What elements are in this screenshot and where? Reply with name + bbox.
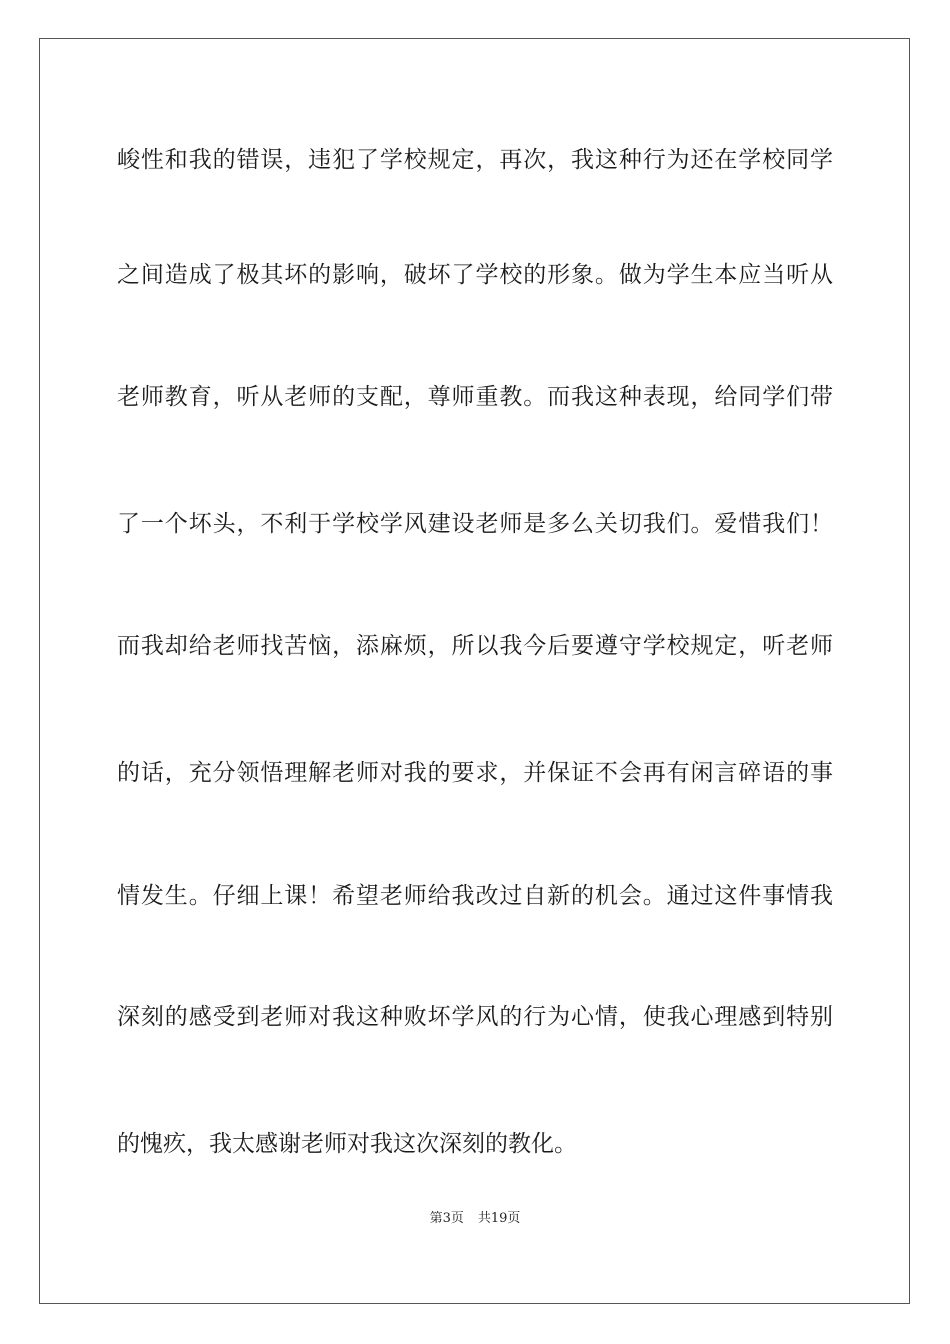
page-total: 共19页 xyxy=(477,1211,521,1226)
text-line: 之间造成了极其坏的影响，破坏了学校的形象。做为学生本应当听从 xyxy=(117,262,833,288)
text-line: 峻性和我的错误，违犯了学校规定，再次，我这种行为还在学校同学 xyxy=(117,147,833,173)
text-line: 的话，充分领悟理解老师对我的要求，并保证不会再有闲言碎语的事 xyxy=(117,760,833,786)
text-line: 情发生。仔细上课！希望老师给我改过自新的机会。通过这件事情我 xyxy=(117,883,833,909)
page-footer xyxy=(0,1210,950,1228)
text-line: 而我却给老师找苦恼，添麻烦，所以我今后要遵守学校规定，听老师 xyxy=(117,633,833,659)
text-line: 的愧疚，我太感谢老师对我这次深刻的教化。 xyxy=(117,1131,577,1157)
text-line: 深刻的感受到老师对我这种败坏学风的行为心情，使我心理感到特别 xyxy=(117,1004,833,1030)
text-line: 了一个坏头，不利于学校学风建设老师是多么关切我们。爱惜我们！ xyxy=(117,511,833,537)
text-line: 老师教育，听从老师的支配，尊师重教。而我这种表现，给同学们带 xyxy=(117,384,833,410)
page-frame xyxy=(39,38,910,1304)
body-text xyxy=(40,39,909,1303)
page-number: 第3页 xyxy=(429,1211,464,1226)
